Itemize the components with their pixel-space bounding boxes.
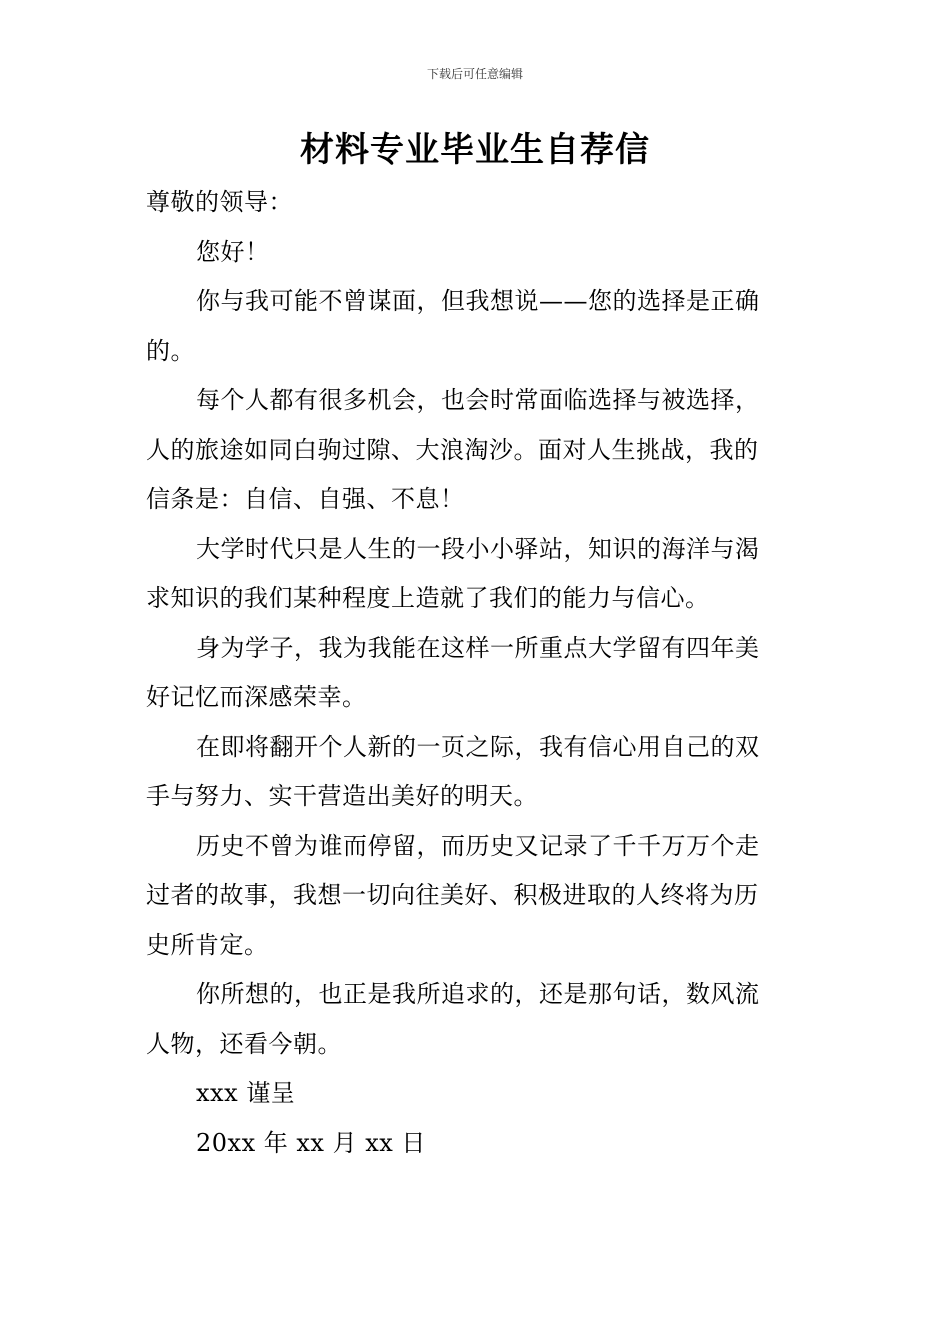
paragraph-6 <box>146 822 808 971</box>
paragraph-line: 求知识的我们某种程度上造就了我们的能力与信心。 <box>146 584 710 612</box>
letter-body <box>146 178 808 1168</box>
salutation: 尊敬的领导： <box>146 188 293 216</box>
paragraph-line: 你与我可能不曾谋面，但我想说——您的选择是正确 <box>196 287 760 315</box>
paragraph-7 <box>146 970 808 1069</box>
paragraph-line: 身为学子，我为我能在这样一所重点大学留有四年美 <box>196 633 760 662</box>
paragraph-line: 在即将翻开个人新的一页之际，我有信心用自己的双 <box>196 732 760 761</box>
paragraph-line: 每个人都有很多机会，也会时常面临选择与被选择， <box>196 386 760 414</box>
paragraph-3 <box>146 525 808 624</box>
document-title: 材料专业毕业生自荐信 <box>300 130 650 170</box>
paragraph-4 <box>146 624 808 723</box>
paragraph-line: 的。 <box>146 336 195 365</box>
paragraph-line: 大学时代只是人生的一段小小驿站，知识的海洋与渴 <box>196 534 760 563</box>
paragraph-line: 人的旅途如同白驹过隙、大浪淘沙。面对人生挑战，我的 <box>146 435 759 464</box>
paragraph-2 <box>146 376 808 525</box>
signature: xxx 谨呈 <box>196 1079 296 1107</box>
paragraph-line: 好记忆而深感荣幸。 <box>146 683 367 711</box>
paragraph-5 <box>146 723 808 822</box>
paragraph-line: 手与努力、实干营造出美好的明天。 <box>146 782 538 810</box>
paragraph-line: 人物，还看今朝。 <box>146 1029 342 1058</box>
paragraph-line: 史所肯定。 <box>146 930 269 959</box>
paragraph-1 <box>146 277 808 376</box>
paragraph-line: 信条是：自信、自强、不息！ <box>146 485 465 513</box>
paragraph-line: 你所想的，也正是我所追求的，还是那句话，数风流 <box>196 980 760 1008</box>
date: 20xx 年 xx 月 xx 日 <box>196 1128 426 1157</box>
header-note: 下载后可任意编辑 <box>426 67 523 81</box>
greeting: 您好！ <box>196 237 270 266</box>
paragraph-line: 历史不曾为谁而停留，而历史又记录了千千万万个走 <box>196 831 760 860</box>
paragraph-line: 过者的故事，我想一切向往美好、积极进取的人终将为历 <box>146 881 759 909</box>
